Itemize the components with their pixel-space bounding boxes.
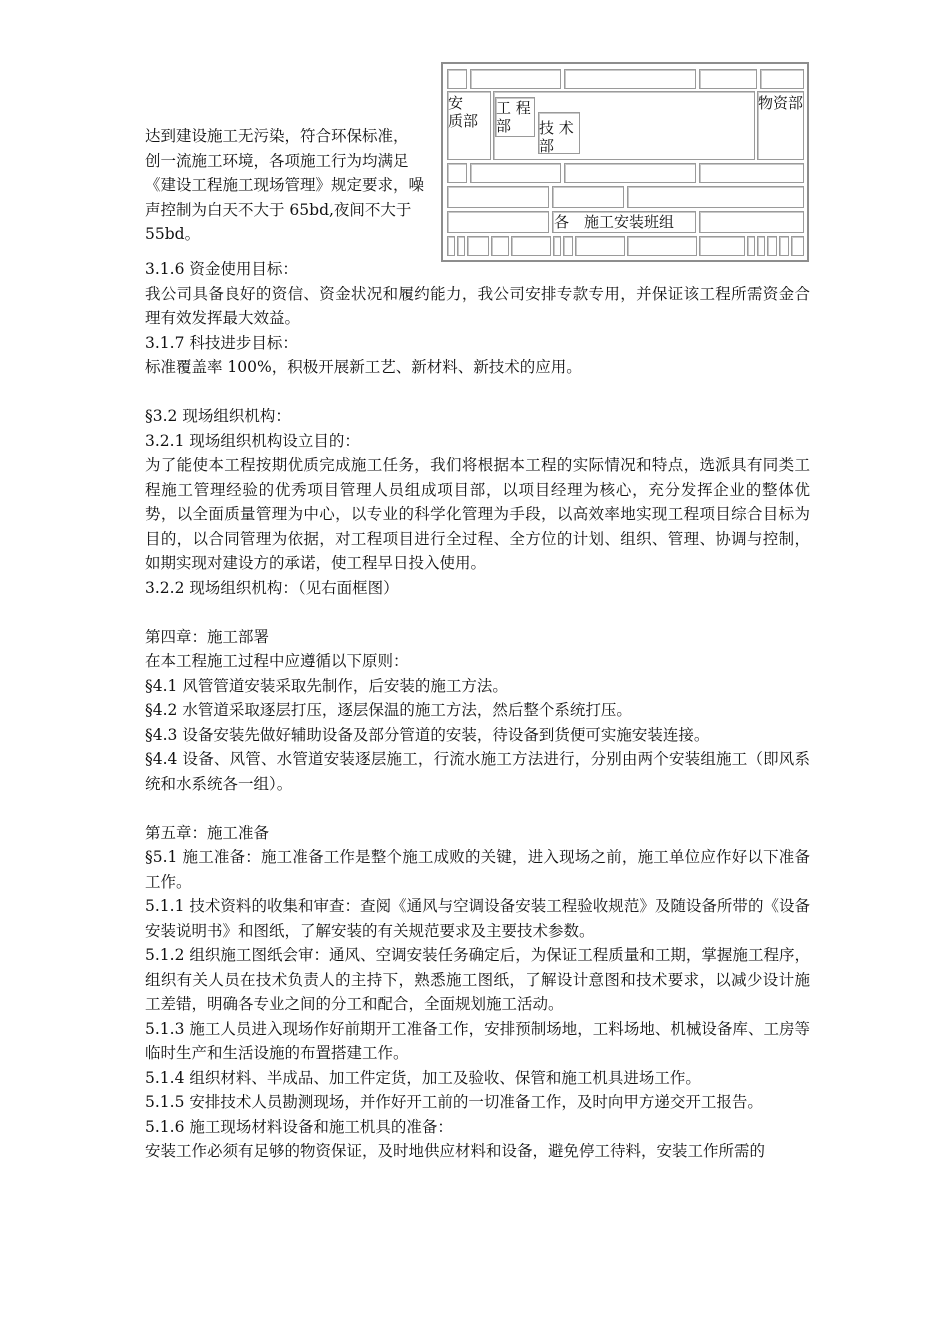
spacer xyxy=(145,600,810,625)
org-cell xyxy=(760,69,804,89)
item-5-1-6: 5.1.6 施工现场材料设备和施工机具的准备： xyxy=(145,1117,453,1136)
intro-line: 55bd。 xyxy=(145,225,201,243)
paragraph: 为了能使本工程按期优质完成施工任务，我们将根据本工程的实际情况和特点，选派具有同类工程施工管理经验的优秀项目管理人员组成项目部，以项目经理为核心，充分发挥企业的整体优势，以全面质量管理为中心，以专业的科学化管理为手段，以高效率地实现工程项目综合目标为目的，以合同管理为依据，对工程项目进行全过程、全方位的计划、组织、管理、协调与控制，如期实现对建设方的承诺，使工程早日投入使用。 xyxy=(145,456,810,572)
paragraph: 安装工作必须有足够的物资保证，及时地供应材料和设备，避免停工待料，安装工作所需的 xyxy=(145,1142,766,1160)
section-heading-3-2: §3.2 现场组织机构： xyxy=(145,407,291,425)
org-label-materials: 物资部 xyxy=(758,94,804,112)
item-5-1-4: 5.1.4 组织材料、半成品、加工件定货，加工及验收、保管和施工机具进场工作。 xyxy=(145,1068,701,1087)
item-4-1: §4.1 风管管道安装采取先制作，后安装的施工方法。 xyxy=(145,676,508,695)
org-cell xyxy=(491,236,509,256)
org-cell xyxy=(575,236,625,256)
org-chart xyxy=(441,62,809,262)
org-cell xyxy=(699,69,757,89)
org-cell xyxy=(447,69,467,89)
intro-line: 《建设工程施工现场管理》规定要求，噪 xyxy=(145,176,425,194)
org-cell xyxy=(447,236,455,256)
item-5-1-3: 5.1.3 施工人员进入现场作好前期开工准备工作，安排预制场地，工料场地、机械设备库、工房等临时生产和生活设施的布置搭建工作。 xyxy=(145,1019,810,1062)
org-cell xyxy=(447,163,467,183)
body-text xyxy=(145,257,810,1164)
intro-block xyxy=(145,124,441,247)
spacer xyxy=(145,796,810,821)
spacer xyxy=(145,380,810,405)
org-cell xyxy=(457,236,465,256)
item-4-2: §4.2 水管道采取逐层打压，逐层保温的施工方法，然后整个系统打压。 xyxy=(145,701,632,719)
org-cell xyxy=(699,236,745,256)
org-cell xyxy=(699,211,804,233)
org-cell xyxy=(553,236,561,256)
heading-3-1-7: 3.1.7 科技进步目标： xyxy=(145,333,298,352)
heading-3-2-2: 3.2.2 现场组织机构：（见右面框图） xyxy=(145,578,399,597)
org-label-quality-safety: 安 质部 xyxy=(448,94,479,130)
org-cell xyxy=(467,236,489,256)
paragraph: 我公司具备良好的资信、资金状况和履约能力，我公司安排专款专用，并保证该工程所需资金合理有效发挥最大效益。 xyxy=(145,284,810,327)
org-cell xyxy=(791,236,804,256)
org-cell xyxy=(470,69,561,89)
intro-line: 声控制为白天不大于 65bd,夜间不大于 xyxy=(145,200,412,219)
org-cell xyxy=(627,236,697,256)
org-cell xyxy=(757,236,765,256)
org-cell xyxy=(699,163,804,183)
item-5-1-1: 5.1.1 技术资料的收集和审查：查阅《通风与空调设备安装工程验收规范》及随设备所带的《设备安装说明书》和图纸，了解安装的有关规范要求及主要技术参数。 xyxy=(145,897,810,940)
item-5-1: §5.1 施工准备：施工准备工作是整个施工成败的关键，进入现场之前，施工单位应作好以下准备工作。 xyxy=(145,848,810,891)
org-cell xyxy=(779,236,789,256)
org-cell xyxy=(470,163,561,183)
org-cell xyxy=(563,236,573,256)
item-5-1-5: 5.1.5 安排技术人员勘测现场，并作好开工前的一切准备工作，及时向甲方递交开工报告。 xyxy=(145,1093,763,1111)
org-cell xyxy=(447,211,549,233)
item-4-3: §4.3 设备安装先做好辅助设备及部分管道的安装，待设备到货便可实施安装连接。 xyxy=(145,725,710,744)
heading-3-1-6: 3.1.6 资金使用目标： xyxy=(145,260,298,278)
org-label-technical: 技 术部 xyxy=(539,119,574,155)
org-cell xyxy=(767,236,777,256)
heading-3-2-1: 3.2.1 现场组织机构设立目的： xyxy=(145,431,360,450)
org-cell xyxy=(552,186,624,208)
org-cell xyxy=(564,69,696,89)
chapter-heading-4: 第四章：施工部署 xyxy=(145,627,270,646)
org-cell xyxy=(447,186,549,208)
org-label-install-teams: 各 施工安装班组 xyxy=(554,213,675,231)
intro-line: 达到建设施工无污染，符合环保标准， xyxy=(145,127,409,145)
item-5-1-2: 5.1.2 组织施工图纸会审：通风、空调安装任务确定后，为保证工程质量和工期，掌握施工程序，组织有关人员在技术负责人的主持下，熟悉施工图纸，了解设计意图和技术要求，以减少设计施工差错，明确各专业之间的分工和配合，全面规划施工活动。 xyxy=(145,946,810,1013)
org-cell xyxy=(747,236,755,256)
paragraph: 在本工程施工过程中应遵循以下原则： xyxy=(145,652,409,670)
paragraph: 标准覆盖率 100%，积极开展新工艺、新材料、新技术的应用。 xyxy=(145,358,582,376)
org-cell xyxy=(511,236,551,256)
intro-line: 创一流施工环境，各项施工行为均满足 xyxy=(145,151,409,170)
org-cell xyxy=(564,163,696,183)
chapter-heading-5: 第五章：施工准备 xyxy=(145,823,270,842)
item-4-4: §4.4 设备、风管、水管道安装逐层施工，行流水施工方法进行，分别由两个安装组施工（即风系统和水系统各一组）。 xyxy=(145,750,810,793)
org-label-engineering: 工 程部 xyxy=(496,99,531,135)
org-cell xyxy=(627,186,804,208)
